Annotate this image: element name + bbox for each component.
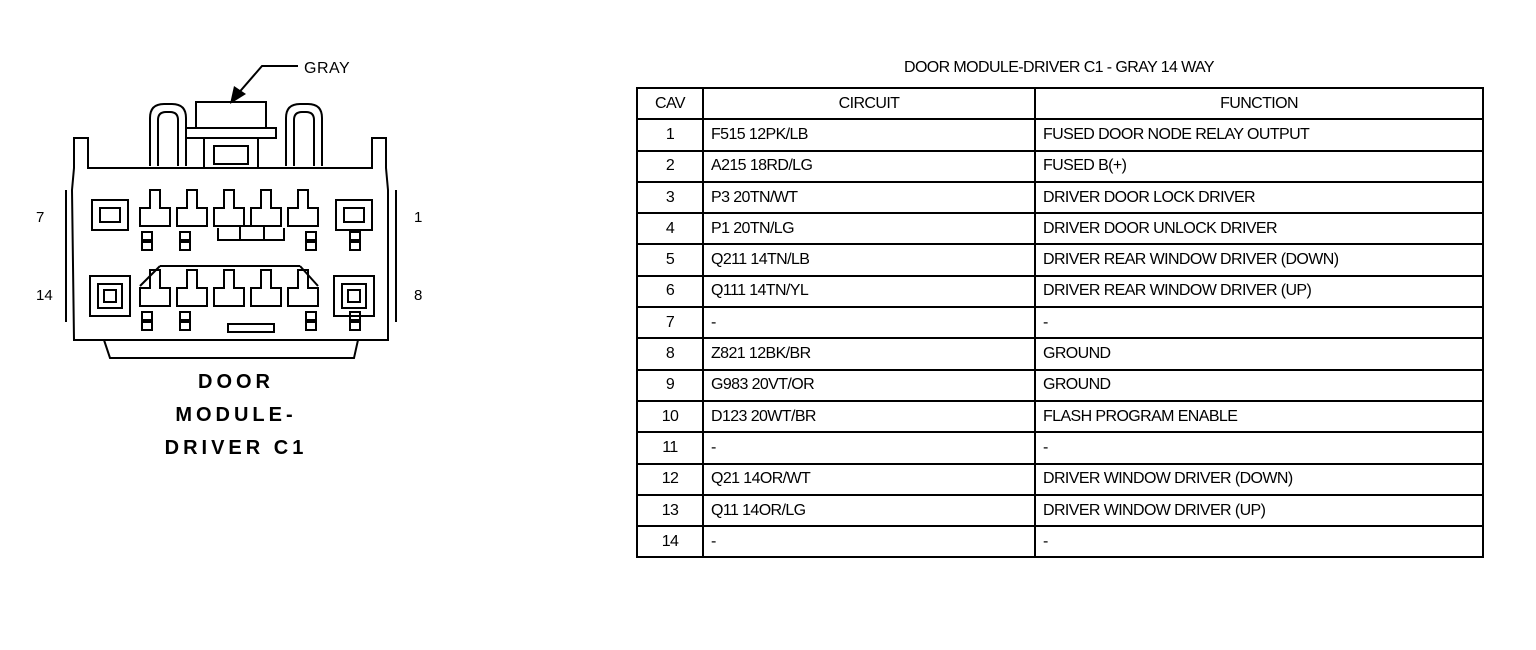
circuit-cell: Q11 14OR/LG (703, 495, 1035, 526)
table-row (637, 401, 1483, 432)
cav-cell: 9 (637, 370, 703, 401)
function-cell: - (1035, 526, 1483, 557)
pin-label-1: 1 (414, 209, 423, 226)
table-row (637, 276, 1483, 307)
pin-label-14: 14 (36, 287, 53, 304)
circuit-cell: Q111 14TN/YL (703, 276, 1035, 307)
table-row (637, 244, 1483, 275)
table-row (637, 370, 1483, 401)
cav-cell: 11 (637, 432, 703, 463)
connector-diagram (0, 0, 620, 470)
connector-color-label: GRAY (304, 60, 351, 77)
header-cav: CAV (637, 88, 703, 119)
circuit-cell: - (703, 307, 1035, 338)
table-row (637, 464, 1483, 495)
circuit-cell: P3 20TN/WT (703, 182, 1035, 213)
table-row (637, 526, 1483, 557)
pin-label-7: 7 (36, 209, 45, 226)
connector-name-line-2: MODULE- (175, 404, 297, 426)
function-cell: DRIVER WINDOW DRIVER (UP) (1035, 495, 1483, 526)
leader-line (236, 66, 298, 96)
table-row (637, 307, 1483, 338)
circuit-cell: Q211 14TN/LB (703, 244, 1035, 275)
latch-loop-right (286, 104, 322, 166)
cav-cell: 3 (637, 182, 703, 213)
table-row (637, 213, 1483, 244)
table-caption: DOOR MODULE-DRIVER C1 - GRAY 14 WAY (903, 59, 1215, 76)
cavity-row-top (92, 190, 372, 250)
function-cell: - (1035, 432, 1483, 463)
latch-loop-left (150, 104, 186, 166)
cav-cell: 12 (637, 464, 703, 495)
function-cell: DRIVER DOOR LOCK DRIVER (1035, 182, 1483, 213)
circuit-cell: F515 12PK/LB (703, 119, 1035, 150)
cav-cell: 7 (637, 307, 703, 338)
lock-bridge (186, 128, 276, 138)
cav-cell: 4 (637, 213, 703, 244)
latch-loop-left-inner (158, 112, 178, 166)
circuit-cell: D123 20WT/BR (703, 401, 1035, 432)
cav-cell: 2 (637, 151, 703, 182)
function-cell: DRIVER REAR WINDOW DRIVER (DOWN) (1035, 244, 1483, 275)
table-body (637, 119, 1483, 557)
header-circuit: CIRCUIT (703, 88, 1035, 119)
table-row (637, 495, 1483, 526)
connector-skirt (104, 340, 358, 358)
cavity-row-bottom (90, 266, 374, 330)
header-function: FUNCTION (1035, 88, 1483, 119)
function-cell: GROUND (1035, 338, 1483, 369)
polarizing-key (228, 324, 274, 332)
circuit-cell: Z821 12BK/BR (703, 338, 1035, 369)
function-cell: DRIVER DOOR UNLOCK DRIVER (1035, 213, 1483, 244)
table-row (637, 432, 1483, 463)
function-cell: FLASH PROGRAM ENABLE (1035, 401, 1483, 432)
cav-cell: 8 (637, 338, 703, 369)
circuit-cell: - (703, 526, 1035, 557)
cav-cell: 6 (637, 276, 703, 307)
table-row (637, 338, 1483, 369)
connector-name-line-1: DOOR (198, 371, 274, 393)
table-row (637, 151, 1483, 182)
lock-tab (196, 102, 266, 128)
function-cell: FUSED DOOR NODE RELAY OUTPUT (1035, 119, 1483, 150)
cav-cell: 13 (637, 495, 703, 526)
function-cell: - (1035, 307, 1483, 338)
function-cell: FUSED B(+) (1035, 151, 1483, 182)
pin-label-8: 8 (414, 287, 423, 304)
circuit-cell: A215 18RD/LG (703, 151, 1035, 182)
function-cell: GROUND (1035, 370, 1483, 401)
function-cell: DRIVER REAR WINDOW DRIVER (UP) (1035, 276, 1483, 307)
latch-loop-right-inner (294, 112, 314, 166)
pinout-table (636, 87, 1484, 558)
table-row (637, 119, 1483, 150)
circuit-cell: G983 20VT/OR (703, 370, 1035, 401)
table-header-row (637, 88, 1483, 119)
function-cell: DRIVER WINDOW DRIVER (DOWN) (1035, 464, 1483, 495)
circuit-cell: Q21 14OR/WT (703, 464, 1035, 495)
cav-cell: 10 (637, 401, 703, 432)
cav-cell: 1 (637, 119, 703, 150)
cav-cell: 5 (637, 244, 703, 275)
lock-inner (214, 146, 248, 164)
circuit-cell: P1 20TN/LG (703, 213, 1035, 244)
cav-cell: 14 (637, 526, 703, 557)
circuit-cell: - (703, 432, 1035, 463)
connector-name-line-3: DRIVER C1 (164, 437, 308, 459)
table-row (637, 182, 1483, 213)
